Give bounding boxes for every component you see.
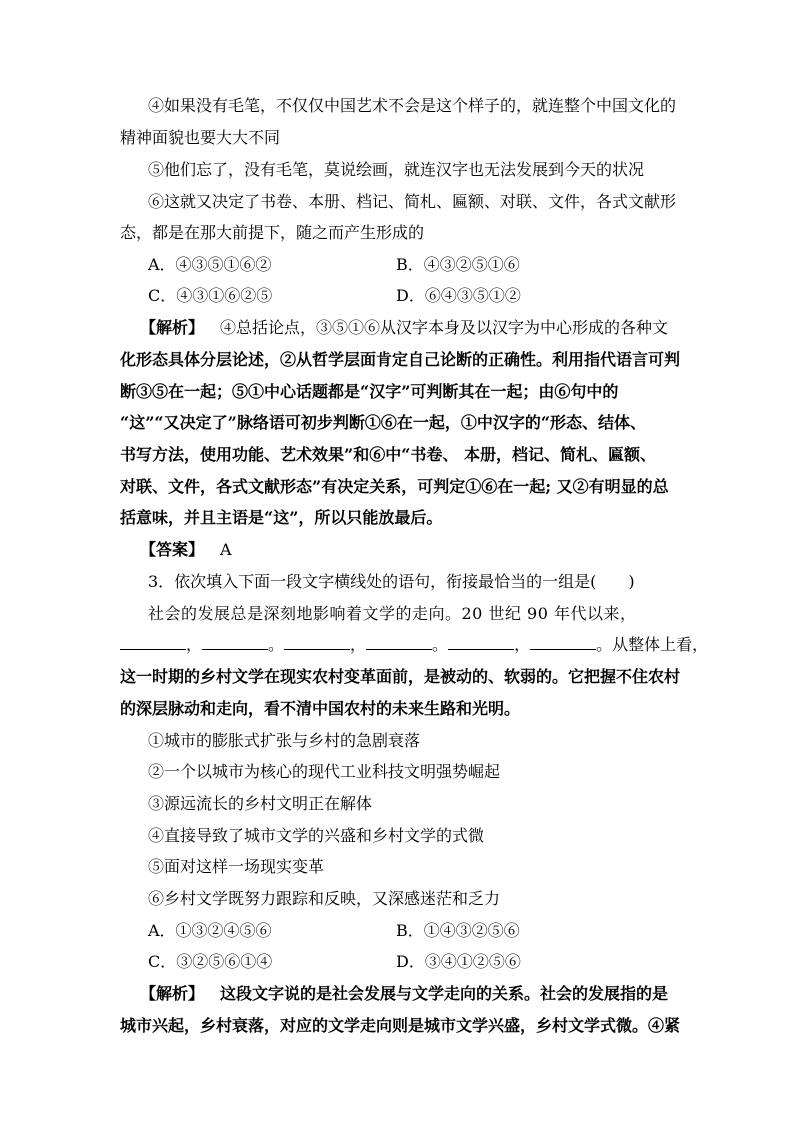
q3-option-3: ③源远流长的乡村文明正在解体	[148, 794, 373, 813]
q2-choices-row1	[148, 255, 708, 275]
q2-option-4-line1: ④如果没有毛笔，不仅仅中国艺术不会是这个样子的，就连整个中国文化的	[148, 96, 677, 115]
q3-option-4: ④直接导致了城市文学的兴盛和乡村文学的式微	[148, 826, 485, 845]
q2-answer-tag: 【答案】	[140, 540, 205, 559]
q3-blank-2[interactable]	[202, 635, 268, 650]
q2-option-6-line2: 态，都是在那大前提下，随之而产生形成的	[120, 223, 425, 242]
q3-choice-a: A．①③②④⑤⑥	[148, 921, 272, 940]
q3-option-2: ②一个以城市为核心的现代工业科技文明强势崛起	[148, 762, 501, 781]
q3-passage-line2-tail: 。从整体上看，	[596, 635, 709, 654]
q3-choices-row2	[148, 952, 708, 972]
q3-blank-1[interactable]	[120, 635, 186, 650]
q2-analysis-tag: 【解析】	[140, 318, 205, 337]
q2-analysis-line7: 括意味，并且主语是“这”，所以只能放最后。	[120, 508, 443, 527]
q3-passage-line4: 的深层脉动和走向，看不清中国农村的未来生路和光明。	[120, 699, 521, 718]
q2-analysis-line3: 断③⑤在一起；⑤①中心话题都是“汉字”可判断其在一起；由⑥句中的	[120, 382, 619, 401]
q2-option-6-line1: ⑥这就又决定了书卷、本册、档记、简札、匾额、对联、文件，各式文献形	[148, 192, 677, 211]
q2-choice-d: D．⑥④③⑤①②	[396, 286, 521, 305]
q3-blank-5[interactable]	[448, 635, 514, 650]
q2-analysis-line6: 对联、文件，各式文献形态”有决定关系，可判定①⑥在一起; 又②有明显的总	[120, 477, 669, 496]
q3-analysis-line1	[140, 984, 680, 1004]
q2-analysis-line1	[140, 318, 680, 338]
q2-option-4-line2: 精神面貌也要大大不同	[120, 128, 281, 147]
q2-analysis-line2: 化形态具体分层论述，②从哲学层面肯定自己论断的正确性。利用指代语言可判	[120, 350, 681, 369]
q3-blank-6[interactable]	[530, 635, 596, 650]
q3-choice-b: B．①④③②⑤⑥	[396, 921, 520, 940]
q2-answer-line	[140, 540, 700, 560]
q3-analysis-tag: 【解析】	[140, 984, 205, 1003]
q3-stem: 3．依次填入下面一段文字横线处的语句，衔接最恰当的一组是( )	[148, 572, 635, 591]
q2-choice-b: B．④③②⑤①⑥	[396, 255, 520, 274]
q3-blank-4[interactable]	[366, 635, 432, 650]
q3-passage-line2: ， 。 ， 。 ， 。从整体上看，	[120, 635, 680, 655]
q3-passage-line3: 这一时期的乡村文学在现实农村变革面前，是被动的、软弱的。它把握不住农村	[120, 667, 681, 686]
q2-choices-row2	[148, 286, 708, 306]
q2-option-5: ⑤他们忘了，没有毛笔，莫说绘画，就连汉字也无法发展到今天的状况	[148, 160, 645, 179]
q3-analysis-line2: 城市兴起，乡村衰落，对应的文学走向则是城市文学兴盛，乡村文学式微。④紧	[120, 1016, 681, 1035]
q2-choice-c: C．④③①⑥②⑤	[148, 286, 273, 305]
q3-blank-3[interactable]	[284, 635, 350, 650]
q3-choice-c: C．③②⑤⑥①④	[148, 952, 273, 971]
q3-option-1: ①城市的膨胀式扩张与乡村的急剧衰落	[148, 731, 421, 750]
q3-choice-d: D．③④①②⑤⑥	[396, 952, 521, 971]
q3-option-6: ⑥乡村文学既努力跟踪和反映，又深感迷茫和乏力	[148, 889, 501, 908]
q3-choices-row1	[148, 921, 708, 941]
q2-analysis-line5: 书写方法，使用功能、艺术效果”和⑥中“书卷、 本册，档记、简札、匾额、	[120, 445, 656, 464]
q3-passage-line1: 社会的发展总是深刻地影响着文学的走向。20 世纪 90 年代以来，	[148, 604, 637, 623]
q3-analysis-text1: 这段文字说的是社会发展与文学走向的关系。社会的发展指的是	[220, 984, 669, 1003]
q2-analysis-text1: ④总括论点，③⑤①⑥从汉字本身及以汉字为中心形成的各种文	[220, 318, 669, 337]
q2-analysis-line4: “这”“又决定了”脉络语可初步判断①⑥在一起，①中汉字的“形态、结体、	[120, 413, 647, 432]
q3-option-5: ⑤面对这样一场现实变革	[148, 857, 325, 876]
q2-answer-value: A	[220, 540, 232, 559]
q2-choice-a: A．④③⑤①⑥②	[148, 255, 272, 274]
